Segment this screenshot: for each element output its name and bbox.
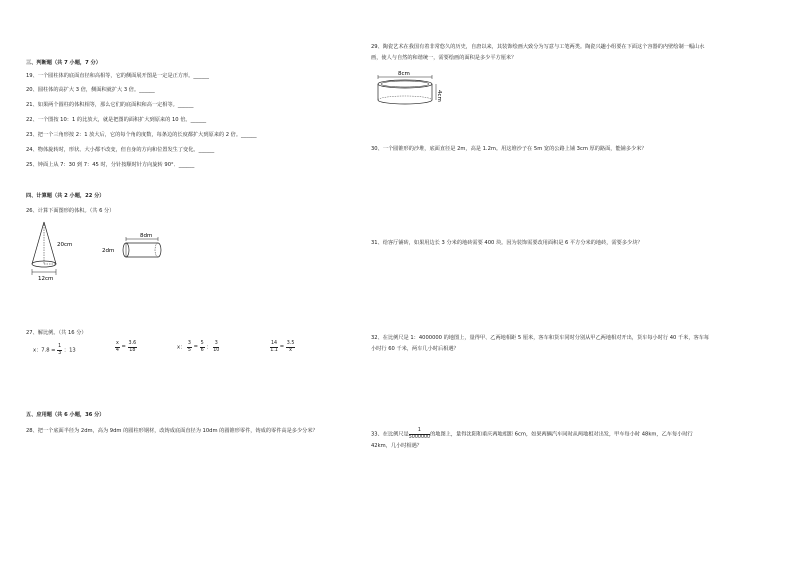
question-25: 25、钟面上从 7：30 到 7：45 时，分针按顺时针方向旋转 90°．______ [26,162,195,168]
question-24: 24、物体旋转时，形状、大小都不改变，但自身的方向和位置发生了变化。______ [26,147,215,153]
container-height-label: 4cm [436,90,442,102]
question-22: 22、一个图按 10：1 的比放大，就是把图的面积扩大到原来的 10 倍。______ [26,117,207,123]
cylinder-diameter-label: 2dm [102,248,115,254]
equation-1: x：7.8 = $\frac{1}{3}$ ：13 [33,344,76,356]
equation-4: $\frac{14}{1.1}$ = $\frac{3.5}{x}$ [270,341,295,353]
section-3-title: 三、判断题（共 7 小题，7 分） [26,60,101,66]
cylinder-length-label: 8dm [140,233,153,239]
fraction: $\frac{5}{6}$ [200,341,204,353]
cylinder-figure [100,230,170,262]
question-28: 28、把一个底面半径为 2dm，高为 9dm 的圆柱形钢材，改铸成底面直径为 10dm 的圆锥形零件，铸成的零件高是多少分米？ [26,428,318,434]
question-32: 32、在比例尺是 1：4000000 的地图上，量得甲、乙两地相距 5 厘米，客车和货车同时分别从甲乙两地相对开出，货车每小时行 40 千米，客车每小时行 60 千米，两车几小时后相遇？ [371,335,710,352]
question-21: 21、如果两个圆柱的体积相等，那么它们的底面积和高一定相等。______ [26,102,194,108]
fraction: $\frac{14}{1.1}$ [270,341,278,353]
question-23: 23、把一个三角形按 2：1 放大后，它的每个角的度数，每条边的长度都扩大到原来的 2 倍。______ [26,132,257,138]
container-diameter-label: 8cm [398,71,410,77]
section-5-title: 五、应用题（共 6 小题，36 分） [26,412,105,418]
question-26: 26、计算下面图形的体积。（共 6 分） [26,208,115,214]
fraction: $\frac{3}{5}$ [187,341,191,353]
equation-2: $\frac{x}{4}$ = $\frac{3.6}{18}$ [115,341,137,353]
question-31: 31、给客厅铺砖，如果用边长 3 分米的地砖需要 400 块。因为装饰需要改用面积是 6 平方分米的地砖，需要多少块？ [371,240,643,246]
question-19: 19、一个圆柱体的底面直径和高相等，它的侧面展开图是一定是正方形。______ [26,73,209,79]
cone-figure [26,220,86,282]
cone-base-label: 12cm [38,276,54,282]
fraction: $\frac{3.5}{x}$ [286,341,295,353]
equation-3: x： $\frac{3}{5}$ = $\frac{5}{6}$ ： $\frac{3}{10}$ [177,341,220,353]
question-20: 20、圆柱体的高扩大 3 倍，侧面积就扩大 3 倍。______ [26,87,155,93]
question-33: 33、在比例尺是 $\frac{1}{5000000}$ 的地图上，量得沈阳和重庆两地相距 6cm，如果两辆汽车同时从两地相对出发，甲车每小时 48km，乙车每小时行 42km，几小时相遇？ [371,428,693,449]
fraction: $\frac{1}{3}$ [58,344,62,356]
question-30: 30、一个圆锥形的沙堆，底面直径是 2m，高是 1.2m。用这堆沙子在 5m 宽的公路上铺 3cm 厚的路面，能铺多少米？ [371,146,647,152]
question-27: 27、解比例。（共 16 分） [26,330,87,336]
section-4-title: 四、计算题（共 2 小题，22 分） [26,193,105,199]
question-29: 29、陶瓷艺术在我国有着非常悠久的历史，自唐以来，其装饰绘画大致分为写意与工笔两类。陶瓷兴趣小组要在下面这个容器的内壁绘制一幅山水画，使人与自然的和谐统一，需要绘画的面积是多少平方厘米？ [371,44,705,61]
container-figure [372,68,444,108]
fraction: $\frac{3.6}{18}$ [128,341,137,353]
fraction: $\frac{3}{10}$ [213,341,220,353]
cone-height-label: 20cm [57,242,73,248]
fraction: $\frac{x}{4}$ [115,341,119,353]
fraction: $\frac{1}{5000000}$ [408,428,431,440]
